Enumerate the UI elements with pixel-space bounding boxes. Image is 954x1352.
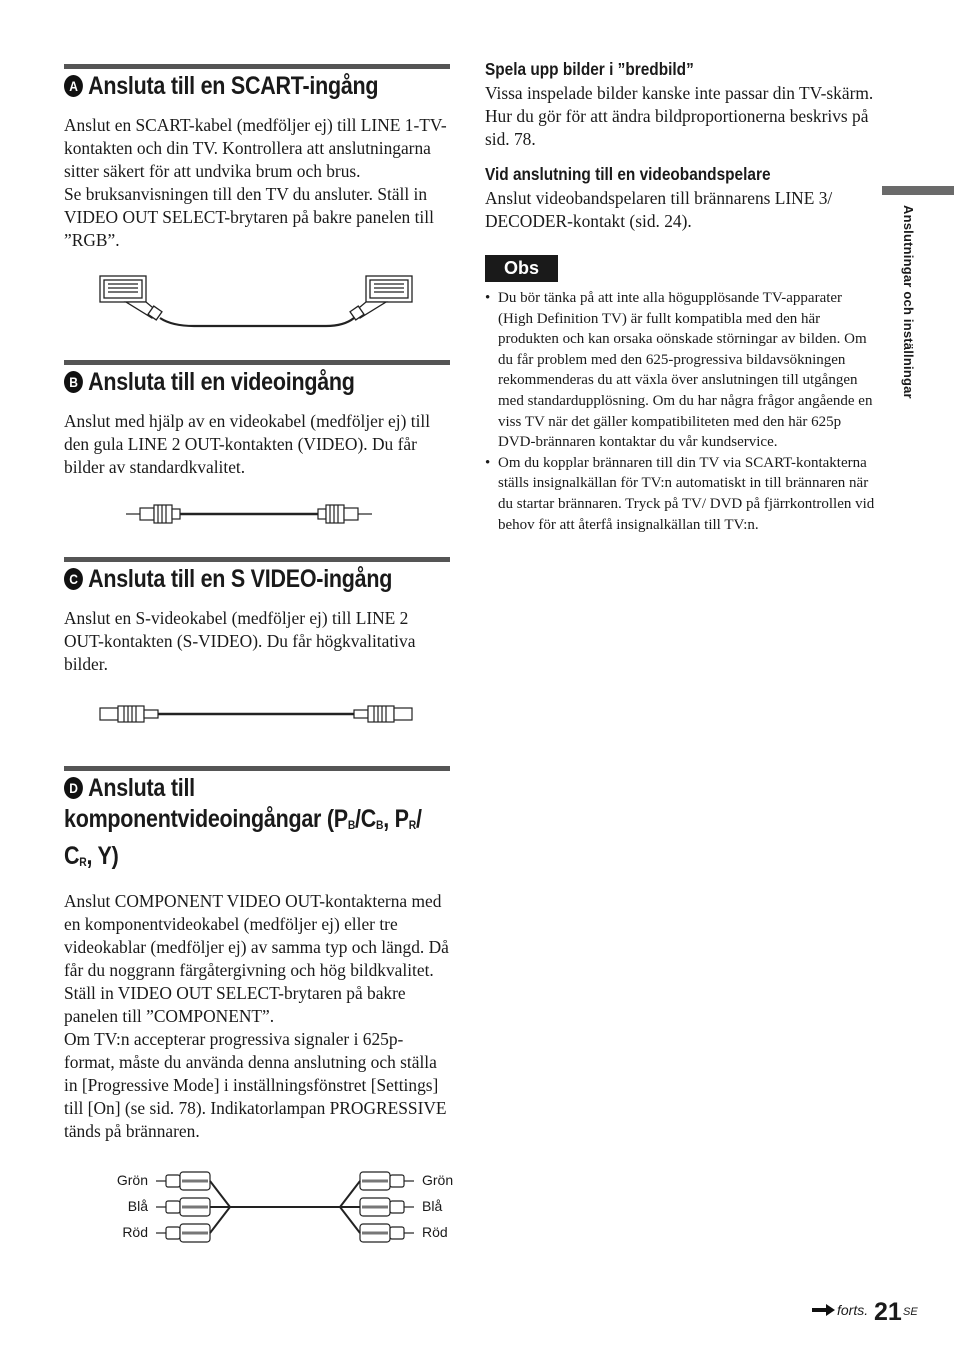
section-a-title	[64, 71, 396, 102]
label-red-left: Röd	[122, 1224, 148, 1240]
subscript-r: R	[79, 855, 87, 869]
title-sep: , P	[383, 805, 409, 833]
label-green-left: Grön	[116, 1172, 148, 1188]
section-b-heading	[64, 360, 450, 398]
section-b-body: Anslut med hjälp av en videokabel (medföljer ej) till den gula LINE 2 OUT-kontakten (VIDEO). Du får bilder av standardkvalitet.	[64, 411, 431, 477]
widescreen-body: Vissa inspelade bilder kanske inte passar din TV-skärm. Hur du gör för att ändra bildproportionerna beskrivs på sid. 78.	[485, 83, 874, 149]
section-a-body: Anslut en SCART-kabel (medföljer ej) till LINE 1-TV-kontakten och din TV. Kontrollera att anslutningarna sitter säkert för att undvika brum och brus. Se bruksanvisningen till den TV du ansluter. Ställ in VIDEO OUT SELECT-brytaren på bakre panelen till ”RGB”.	[64, 115, 447, 250]
side-tab-label: Anslutningar och inställningar	[901, 205, 916, 399]
subscript-b: B	[376, 818, 384, 832]
vcr-heading: Vid anslutning till en videobandspelare	[485, 164, 771, 184]
subscript-r: R	[408, 818, 416, 832]
badge-b-icon: B	[64, 371, 83, 393]
arrow-right-icon	[812, 1303, 836, 1317]
obs-label: Obs	[485, 255, 558, 282]
section-a-heading	[64, 64, 450, 102]
s-video-cable-illustration	[64, 702, 414, 726]
section-d-heading	[64, 766, 450, 878]
section-d-title-text: Ansluta till komponentvideoingångar (P	[64, 774, 348, 833]
widescreen-heading: Spela upp bilder i ”bredbild”	[485, 59, 694, 79]
section-d-body: Anslut COMPONENT VIDEO OUT-kontakterna med en komponentvideokabel (medföljer ej) eller tre videokablar (medföljer ej) av samma typ och längd. Då får du noggrann färgåtergivning och hög bildkvalitet. Ställ in VIDEO OUT SELECT-brytaren på bakre panelen till ”COMPONENT”. Om TV:n accepterar progressiva signaler i 625p-format, måste du använda denna anslutning och ställa in [Progressive Mode] i inställningsfönstret [Settings] till [On] (se sid. 78). Indikatorlampan PROGRESSIVE tänds på brännaren.	[64, 891, 449, 1141]
section-d-title	[64, 773, 451, 878]
side-tab-bar	[882, 186, 954, 195]
page-suffix: SE	[903, 1306, 918, 1318]
label-green-right: Grön	[422, 1172, 454, 1188]
page-footer	[800, 1300, 930, 1330]
left-column	[64, 64, 454, 1245]
badge-a-icon: A	[64, 75, 83, 97]
section-c-title-text: Ansluta till en S VIDEO-ingång	[88, 565, 393, 593]
title-end: , Y)	[86, 842, 119, 870]
label-red-right: Röd	[422, 1224, 448, 1240]
component-cable-illustration	[0, 1161, 454, 1245]
notes-list	[485, 288, 875, 535]
section-c-heading	[64, 557, 450, 595]
title-sep: / C	[64, 805, 422, 870]
right-column	[485, 58, 875, 535]
section-b-title	[64, 367, 396, 398]
subscript-b: B	[347, 818, 356, 832]
section-b-title-text: Ansluta till en videoingång	[88, 368, 355, 396]
badge-c-icon: C	[64, 568, 83, 590]
section-c-body: Anslut en S-videokabel (medföljer ej) till LINE 2 OUT-kontakten (S-VIDEO). Du får högkvalitativa bilder.	[64, 608, 416, 674]
page-number: 21	[874, 1298, 902, 1326]
scart-cable-illustration	[64, 272, 414, 330]
continued-label: forts.	[837, 1302, 869, 1318]
note-item: • Om du kopplar brännaren till din TV via SCART-kontakterna ställs insignalkällan för TV:n automatiskt in till brännaren när du startar brännaren. Tryck på TV/ DVD på fjärrkontrollen vid behov för att återfå insignalkällan till TV:n.	[485, 453, 875, 535]
section-a-title-text: Ansluta till en SCART-ingång	[88, 72, 379, 100]
vcr-body: Anslut videobandspelaren till brännarens LINE 3/ DECODER-kontakt (sid. 24).	[485, 188, 833, 231]
label-blue-left: Blå	[127, 1198, 148, 1214]
note-item: • Du bör tänka på att inte alla högupplösande TV-apparater (High Definition TV) är fullt kompatibla med den här produkten och kan orsaka oönskade störningar av bilden. Om du får problem med den 625-progressiva bildavsökningen rekommenderas du att växla över anslutningen till utgången med standardupplösning. Om du har några frågor angående en viss TV när det gäller kompatibiliteten med den här 625p DVD-brännaren kontaktar du vår kundservice.	[485, 288, 875, 453]
section-c-title	[64, 564, 396, 595]
label-blue-right: Blå	[422, 1198, 443, 1214]
badge-d-icon: D	[64, 777, 83, 799]
video-cable-illustration	[64, 499, 414, 529]
title-sep: /C	[355, 805, 377, 833]
